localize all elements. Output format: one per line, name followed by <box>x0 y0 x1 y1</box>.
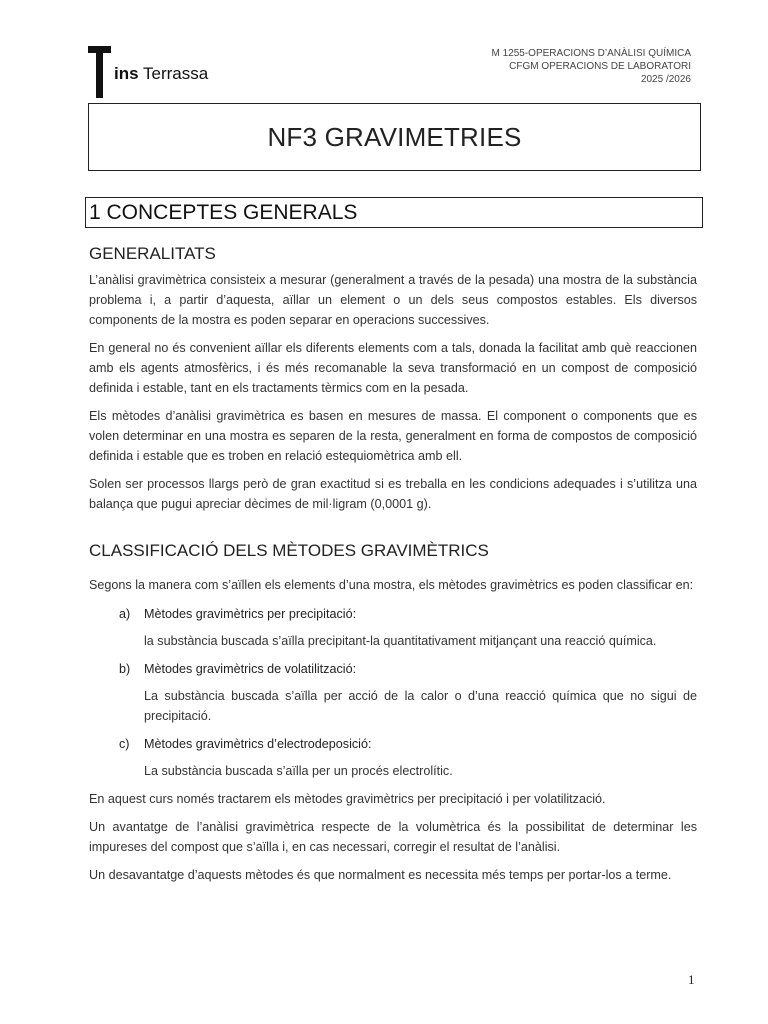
list-item <box>89 734 697 754</box>
paragraph: En aquest curs només tractarem els mètodes gravimètrics per precipitació i per volatilització. <box>89 792 606 806</box>
header-module: M 1255-OPERACIONS D’ANÀLISI QUÍMICA <box>491 48 691 59</box>
paragraph: L’anàlisi gravimètrica consisteix a mesurar (generalment a través de la pesada) una mostra de la substància problema i, a partir d’aquesta, aïllar un element o un dels seus compostos estables. Els diversos components de la mostra es poden separar en operacions successives. <box>89 273 697 327</box>
heading-classificacio: CLASSIFICACIÓ DELS MÈTODES GRAVIMÈTRICS <box>89 541 489 560</box>
list-item-description: La substància buscada s’aïlla per un procés electrolític. <box>144 764 453 778</box>
paragraph: Un avantatge de l’anàlisi gravimètrica respecte de la volumètrica és la possibilitat de determinar les impureses del compost que s’aïlla i, en cas necessari, corregir el resultat de l’anàlisi. <box>89 820 697 854</box>
list-marker: c) <box>119 737 130 751</box>
list-item-description: la substància buscada s’aïlla precipitant-la quantitativament mitjançant una reacció química. <box>144 634 657 648</box>
paragraph: Solen ser processos llargs però de gran exactitud si es treballa en les condicions adequades i s’utilitza una balança que pugui apreciar dècimes de mil·ligram (0,0001 g). <box>89 477 697 511</box>
header-year: 2025 /2026 <box>640 74 691 85</box>
heading-generalitats: GENERALITATS <box>89 244 216 263</box>
header-meta <box>492 47 692 86</box>
paragraph: Un desavantatge d’aquests mètodes és que normalment es necessita més temps per portar-los a terme. <box>89 868 672 882</box>
page-number: 1 <box>688 972 695 987</box>
paragraph: En general no és convenient aïllar els diferents elements com a tals, donada la facilitat amb què reaccionen amb els agents atmosfèrics, i és més recomanable la seva transformació en un compost de composició definida i estable, tant en els tractaments tèrmics com en la pesada. <box>89 341 697 395</box>
list-item <box>89 604 697 624</box>
ins-terrassa-logo <box>88 44 238 100</box>
list-item-title: Mètodes gravimètrics d’electrodeposició: <box>144 737 372 751</box>
paragraph: Els mètodes d’anàlisi gravimètrica es basen en mesures de massa. El component o components que es volen determinar en una mostra es separen de la resta, generalment en forma de compostos de composició definida i estable que es troben en relació estequiomètrica amb ell. <box>89 409 697 463</box>
document-title: NF3 GRAVIMETRIES <box>267 121 522 152</box>
section-heading-box <box>85 197 703 228</box>
logo-text-name: Terrassa <box>142 64 209 83</box>
list-item <box>89 659 697 679</box>
section-heading: 1 CONCEPTES GENERALS <box>89 200 358 224</box>
logo-text-bold: ins <box>114 64 139 83</box>
document-body <box>89 241 697 885</box>
paragraph: Segons la manera com s’aïllen els elements d’una mostra, els mètodes gravimètrics es poden classificar en: <box>89 578 694 592</box>
list-marker: a) <box>119 607 131 621</box>
list-marker: b) <box>119 662 131 676</box>
logo-t-mark-icon <box>88 44 112 100</box>
list-item-description: La substància buscada s’aïlla per acció de la calor o d’una reacció química que no sigui de precipitació. <box>144 689 697 723</box>
logo-text <box>114 64 208 84</box>
document-title-box <box>88 103 701 171</box>
list-item-title: Mètodes gravimètrics per precipitació: <box>144 607 357 621</box>
list-item-title: Mètodes gravimètrics de volatilització: <box>144 662 357 676</box>
header-course: CFGM OPERACIONS DE LABORATORI <box>509 61 691 72</box>
